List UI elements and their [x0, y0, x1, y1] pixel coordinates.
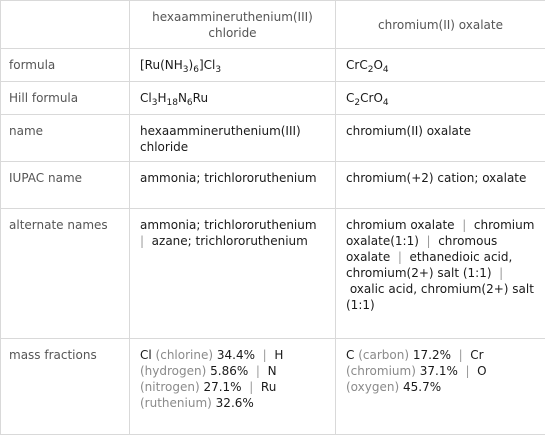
formula-subscript: 4	[383, 65, 389, 75]
element-symbol: O	[477, 364, 486, 378]
mass-fraction-value: 45.7%	[403, 380, 441, 394]
formula-subscript: 18	[166, 98, 177, 108]
mass-fractions-compound-1	[130, 339, 336, 435]
mass-fraction-value: 27.1%	[203, 380, 241, 394]
formula-subscript: 3	[183, 65, 189, 75]
alternate-names-compound-1	[130, 209, 336, 339]
formula-subscript: 2	[354, 98, 360, 108]
element-name: (carbon)	[358, 348, 409, 362]
mass-fraction-value: 34.4%	[217, 348, 255, 362]
header-row	[1, 1, 545, 49]
mass-fraction-value: 5.86%	[210, 364, 248, 378]
alternate-name-item: azane; trichlororuthenium	[152, 234, 308, 248]
list-separator: |	[346, 266, 503, 296]
mass-fractions-compound-2	[336, 339, 545, 435]
element-symbol: H	[274, 348, 283, 362]
name-compound-2: chromium(II) oxalate	[336, 115, 545, 162]
formula-compound-1	[130, 49, 336, 82]
mass-fraction-value: 32.6%	[216, 396, 254, 410]
formula-subscript: 3	[215, 65, 221, 75]
alternate-name-item: oxalic acid, chromium(2+) salt (1:1)	[346, 282, 534, 312]
element-name: (nitrogen)	[140, 380, 200, 394]
element-name: (hydrogen)	[140, 364, 206, 378]
list-separator: |	[255, 348, 274, 362]
formula-text: Ru	[193, 91, 208, 105]
list-separator: |	[458, 364, 477, 378]
row-label-alternate-names: alternate names	[1, 209, 130, 339]
row-formula	[1, 49, 545, 82]
row-label-iupac-name: IUPAC name	[1, 162, 130, 209]
name-compound-1: hexaammineruthenium(III) chloride	[130, 115, 336, 162]
list-separator: |	[419, 234, 438, 248]
row-label-hill-formula: Hill formula	[1, 82, 130, 115]
iupac-name-compound-1: ammonia; trichlororuthenium	[130, 162, 336, 209]
mass-fraction-item	[140, 348, 255, 362]
formula-text: )	[189, 58, 194, 72]
row-name	[1, 115, 545, 162]
formula-text: ]Cl	[199, 58, 215, 72]
column-header-compound-1: hexaammineruthenium(III) chloride	[130, 1, 336, 49]
element-name: (chromium)	[346, 364, 416, 378]
row-alternate-names	[1, 209, 545, 339]
formula-subscript: 2	[368, 65, 374, 75]
formula-text: C	[346, 91, 354, 105]
list-separator: |	[451, 348, 470, 362]
element-name: (chlorine)	[156, 348, 214, 362]
hill-formula-compound-1	[130, 82, 336, 115]
element-symbol: Cl	[140, 348, 152, 362]
formula-compound-2	[336, 49, 545, 82]
row-hill-formula	[1, 82, 545, 115]
alternate-name-item: ethanedioic acid, chromium(2+) salt (1:1)	[346, 250, 512, 280]
list-separator: |	[242, 380, 261, 394]
element-name: (ruthenium)	[140, 396, 212, 410]
mass-fraction-item	[346, 348, 451, 362]
alternate-name-item: ammonia; trichlororuthenium	[140, 218, 317, 232]
mass-fraction-value: 17.2%	[413, 348, 451, 362]
row-label-name: name	[1, 115, 130, 162]
formula-text: CrC	[346, 58, 368, 72]
corner-cell	[1, 1, 130, 49]
formula-subscript: 6	[193, 65, 199, 75]
formula-text: N	[178, 91, 187, 105]
list-separator: |	[455, 218, 474, 232]
formula-text: Cl	[140, 91, 152, 105]
hill-formula-compound-2	[336, 82, 545, 115]
formula-text: CrO	[360, 91, 383, 105]
formula-subscript: 4	[383, 98, 389, 108]
row-iupac-name	[1, 162, 545, 209]
formula-text: H	[157, 91, 166, 105]
element-symbol: C	[346, 348, 354, 362]
list-separator: |	[140, 218, 320, 248]
alternate-name-item: chromium oxalate(1:1)	[346, 218, 534, 248]
element-name: (oxygen)	[346, 380, 399, 394]
mass-fraction-value: 37.1%	[420, 364, 458, 378]
alternate-name-item: chromium oxalate	[346, 218, 455, 232]
row-label-mass-fractions: mass fractions	[1, 339, 130, 435]
formula-text: [Ru(NH	[140, 58, 183, 72]
column-header-compound-2: chromium(II) oxalate	[336, 1, 545, 49]
alternate-names-compound-2	[336, 209, 545, 339]
element-symbol: N	[268, 364, 277, 378]
list-separator: |	[390, 250, 409, 264]
formula-subscript: 6	[187, 98, 193, 108]
row-label-formula: formula	[1, 49, 130, 82]
formula-text: O	[373, 58, 382, 72]
formula-subscript: 3	[152, 98, 158, 108]
alternate-name-item: chromous oxalate	[346, 234, 497, 264]
row-mass-fractions	[1, 339, 545, 435]
element-symbol: Ru	[261, 380, 276, 394]
iupac-name-compound-2: chromium(+2) cation; oxalate	[336, 162, 545, 209]
list-separator: |	[248, 364, 267, 378]
element-symbol: Cr	[470, 348, 483, 362]
